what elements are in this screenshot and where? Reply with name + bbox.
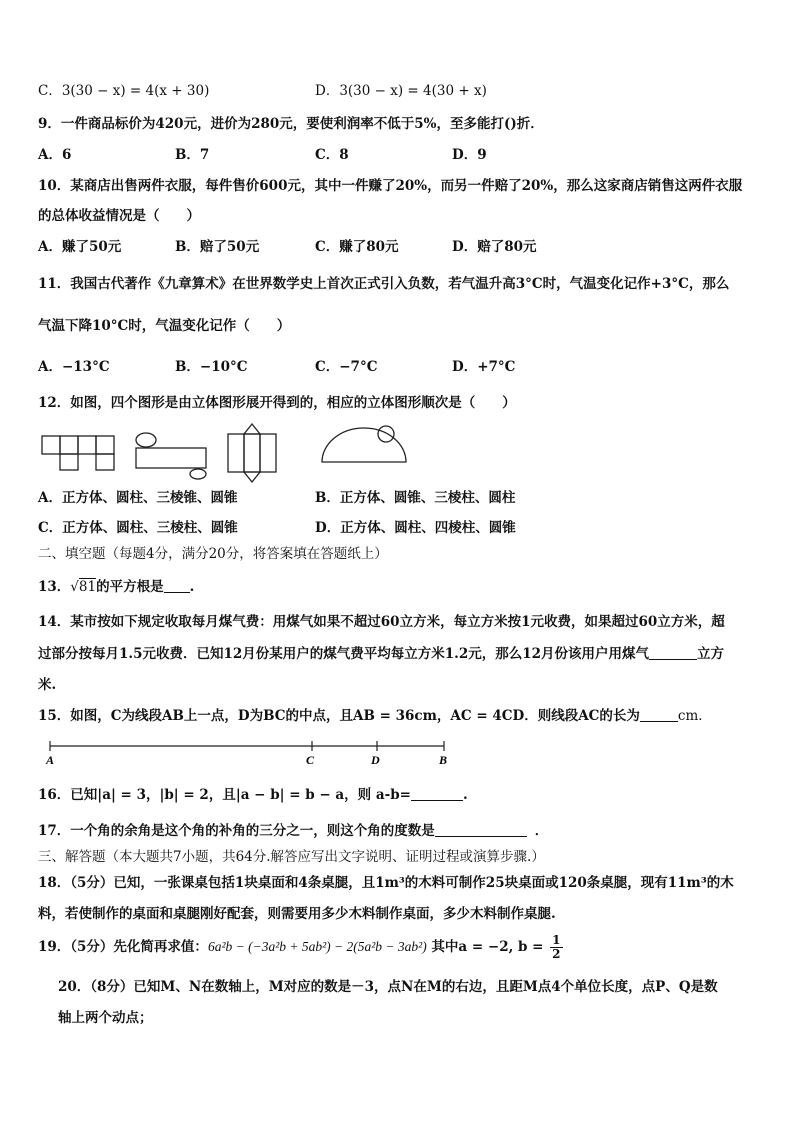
q14-line1: 14．某市按如下规定收取每月煤气费：用煤气如果不超过60立方米，每立方米按1元收费，如果超过60立方米，超 bbox=[38, 614, 725, 630]
section-fill-in-heading: 二、填空题（每题4分，满分20分，将答案填在答题纸上） bbox=[38, 546, 388, 562]
q11-option-b: B．−10°C bbox=[175, 359, 248, 375]
q13-number: 13． bbox=[38, 579, 71, 595]
q16-text: 16．已知|a| = 3，|b| = 2，且|a − b| = b − a，则 a-b= bbox=[38, 787, 411, 803]
q16-end: . bbox=[462, 787, 468, 803]
q17-line bbox=[38, 822, 548, 840]
q9-option-d: D．9 bbox=[452, 147, 487, 163]
q11-option-a: A．−13°C bbox=[38, 359, 110, 375]
q13-line bbox=[38, 578, 194, 596]
q12-option-b: B．正方体、圆锥、三棱柱、圆柱 bbox=[315, 490, 516, 506]
sqrt-symbol: √ bbox=[70, 579, 79, 595]
q15-answer-blank bbox=[640, 707, 678, 722]
q13-end: . bbox=[189, 579, 195, 595]
q14-unit: 立方 bbox=[697, 646, 725, 662]
cone-net bbox=[322, 426, 406, 462]
q10-option-b: B．赔了50元 bbox=[175, 239, 260, 255]
q13-radicand: 81 bbox=[78, 579, 97, 595]
q9-option-c: C．8 bbox=[315, 147, 349, 163]
q8-option-d: D．3(30 − x) = 4(30 + x) bbox=[315, 83, 487, 99]
q19-condition: 其中a = −2, b = bbox=[431, 939, 544, 955]
q11-option-d: D．+7°C bbox=[452, 359, 516, 375]
point-label-c: C bbox=[306, 753, 315, 767]
q10-stem-line2: 的总体收益情况是（ ） bbox=[38, 208, 200, 224]
q11-stem-line1: 11．我国古代著作《九章算术》在世界数学史上首次正式引入负数，若气温升高3°C时，气温变化记作+3°C，那么 bbox=[38, 276, 730, 292]
q19-fraction bbox=[550, 934, 562, 961]
q14-answer-blank bbox=[649, 645, 697, 660]
q16-line bbox=[38, 786, 468, 804]
q15-segment-figure bbox=[44, 738, 454, 768]
q9-option-a: A．6 bbox=[38, 147, 72, 163]
q9-option-b: B．7 bbox=[175, 147, 210, 163]
q10-option-d: D．赔了80元 bbox=[452, 239, 537, 255]
q17-text: 17．一个角的余角是这个角的补角的三分之一，则这个角的度数是 bbox=[38, 823, 435, 839]
q18-line2: 料，若使制作的桌面和桌腿刚好配套，则需要用多少木料制作桌面，多少木料制作桌腿. bbox=[38, 906, 556, 922]
point-label-d: D bbox=[371, 753, 380, 767]
q12-nets-figure bbox=[38, 424, 418, 484]
section-solve-heading: 三、解答题（本大题共7小题，共64分.解答应写出文字说明、证明过程或演算步骤.） bbox=[38, 849, 545, 865]
cylinder-net bbox=[136, 433, 206, 479]
q15-stem: 15．如图，C为线段AB上一点，D为BC的中点，且AB = 36cm，AC = 4CD．则线段AC的长为 bbox=[38, 708, 640, 724]
q10-stem-line1: 10．某商店出售两件衣服，每件售价600元，其中一件赚了20%，而另一件赔了20%，那么这家商店销售这两件衣服 bbox=[38, 178, 743, 194]
q14-line2-text: 过部分按每月1.5元收费．已知12月份某用户的煤气费平均每立方米1.2元，那么12月份该用户用煤气 bbox=[38, 646, 650, 662]
q14-line3: 米. bbox=[38, 677, 57, 693]
point-label-b: B bbox=[439, 753, 448, 767]
point-label-a: A bbox=[46, 753, 55, 767]
q15-line bbox=[38, 707, 712, 725]
q9-stem: 9．一件商品标价为420元，进价为280元，要使利润率不低于5%，至多能打()折． bbox=[38, 116, 544, 132]
q13-answer-blank bbox=[164, 578, 190, 593]
q11-stem-line2: 气温下降10°C时，气温变化记作（ ） bbox=[38, 318, 291, 334]
q11-option-c: C．−7°C bbox=[315, 359, 378, 375]
q10-option-a: A．赚了50元 bbox=[38, 239, 122, 255]
q12-stem: 12．如图，四个图形是由立体图形展开得到的，相应的立体图形顺次是（ ） bbox=[38, 395, 516, 411]
q20-line2: 轴上两个动点； bbox=[58, 1010, 153, 1026]
q10-option-c: C．赚了80元 bbox=[315, 239, 399, 255]
cube-net bbox=[42, 436, 114, 470]
q17-end: ． bbox=[534, 823, 549, 839]
q12-option-c: C．正方体、圆柱、三棱柱、圆锥 bbox=[38, 520, 238, 536]
q20-line1: 20．（8分）已知M、N在数轴上，M对应的数是－3，点N在M的右边，且距M点4个单位长度，点P、Q是数 bbox=[58, 979, 718, 995]
q15-unit: cm． bbox=[677, 708, 712, 724]
q19-line bbox=[38, 932, 565, 962]
q12-option-a: A．正方体、圆柱、三棱锥、圆锥 bbox=[38, 490, 238, 506]
q17-answer-blank bbox=[435, 822, 527, 837]
q19-fraction-denominator: 2 bbox=[552, 947, 561, 961]
q19-fraction-numerator: 1 bbox=[552, 933, 561, 947]
q16-answer-blank bbox=[411, 786, 463, 801]
q18-line1: 18．（5分）已知，一张课桌包括1块桌面和4条桌腿，且1m³的木料可制作25块桌面或120条桌腿，现有11m³的木 bbox=[38, 875, 734, 891]
q13-text: 的平方根是 bbox=[96, 579, 164, 595]
q19-expression: 6a²b − (−3a²b + 5ab²) − 2(5a²b − 3ab²) bbox=[207, 939, 427, 954]
prism-net bbox=[228, 424, 276, 482]
q14-line2 bbox=[38, 645, 724, 663]
q19-prefix: 19．（5分）先化简再求值： bbox=[38, 939, 208, 955]
q12-option-d: D．正方体、圆柱、四棱柱、圆锥 bbox=[315, 520, 516, 536]
q8-option-c: C．3(30 − x) = 4(x + 30) bbox=[38, 83, 210, 99]
